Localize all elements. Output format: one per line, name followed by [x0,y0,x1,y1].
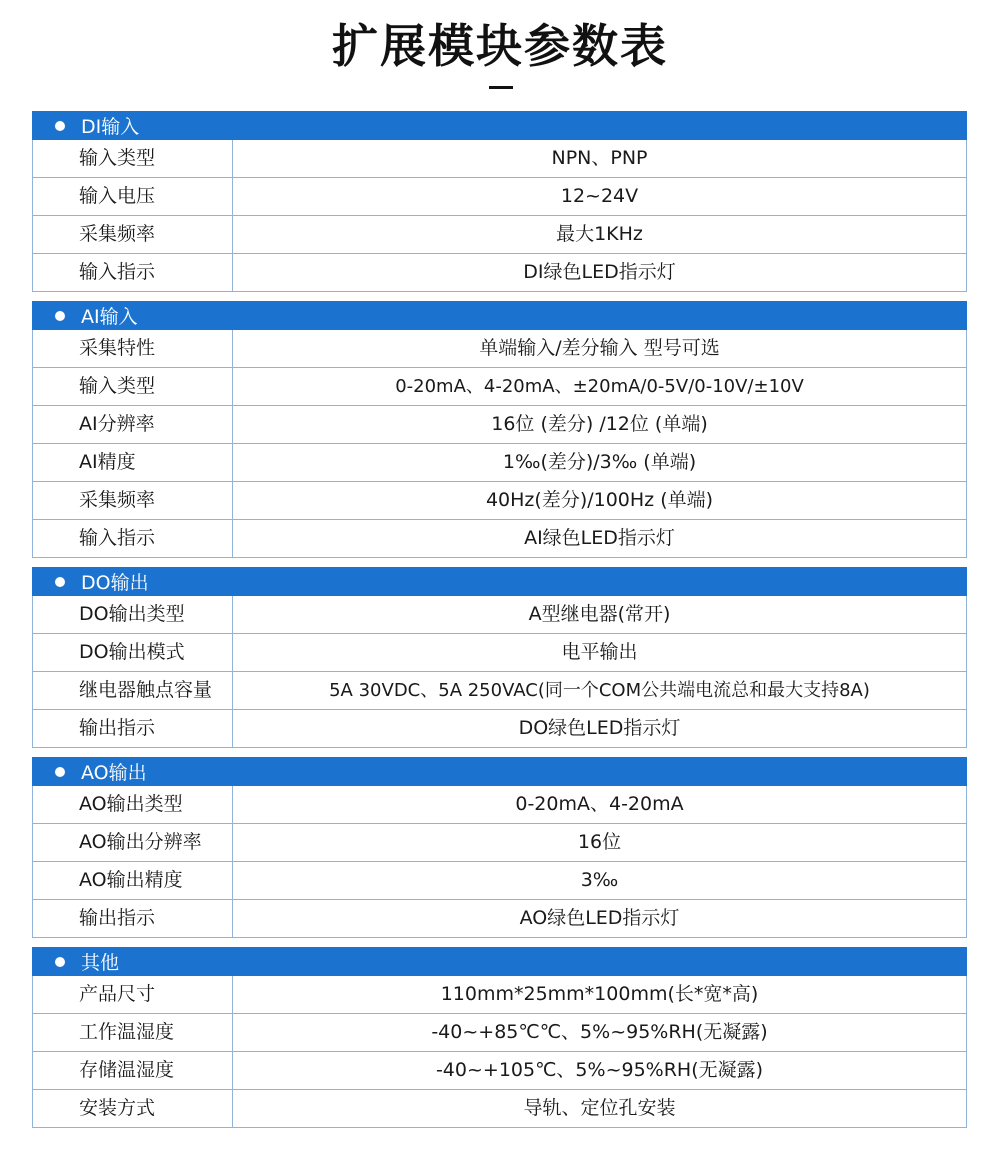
row-label: 输入指示 [33,520,233,557]
section [32,567,967,748]
table-row [33,406,966,444]
table-row [33,254,966,292]
row-label: 输出指示 [33,900,233,937]
row-label: 工作温湿度 [33,1014,233,1051]
title-underline [489,86,513,89]
section-header [32,567,967,596]
row-label: 输出指示 [33,710,233,747]
row-label: AO输出类型 [33,786,233,823]
section-header [32,947,967,976]
section-header [32,111,967,140]
section-header [32,301,967,330]
row-label: 采集特性 [33,330,233,367]
table-row [33,976,966,1014]
row-value: DO绿色LED指示灯 [518,717,681,739]
table-row [33,1014,966,1052]
table-row [33,216,966,254]
section-rows [32,786,967,938]
table-row [33,634,966,672]
row-label: AI分辨率 [33,406,233,443]
row-value: 16位 (差分) /12位 (单端) [491,413,708,435]
table-row [33,444,966,482]
page-title: 扩展模块参数表 [332,19,668,73]
table-row [33,140,966,178]
row-label: 输入类型 [33,140,233,177]
table-row [33,824,966,862]
row-value: 16位 [577,831,622,853]
row-label: AO输出分辨率 [33,824,233,861]
section-title: AI输入 [81,306,138,328]
row-value: 5A 30VDC、5A 250VAC(同一个COM公共端电流总和最大支持8A) [329,680,870,701]
bullet-dot-icon [55,957,65,967]
row-label: AI精度 [33,444,233,481]
section-title: AO输出 [81,762,147,784]
row-value: 单端输入/差分输入 型号可选 [479,337,720,359]
row-label: 输入指示 [33,254,233,291]
section-rows [32,976,967,1128]
row-value: 12~24V [560,185,639,207]
row-value: 电平输出 [561,641,638,663]
table-row [33,1052,966,1090]
row-value: AO绿色LED指示灯 [519,907,680,929]
section-rows [32,140,967,292]
section-title: DI输入 [81,116,140,138]
row-value: NPN、PNP [551,147,648,169]
bullet-dot-icon [55,767,65,777]
row-value: 40Hz(差分)/100Hz (单端) [485,489,714,511]
row-value: AI绿色LED指示灯 [524,527,675,549]
row-value: 最大1KHz [556,223,643,245]
section [32,111,967,292]
section-rows [32,330,967,558]
row-label: 输入类型 [33,368,233,405]
table-row [33,1090,966,1128]
row-value: 0-20mA、4-20mA、±20mA/0-5V/0-10V/±10V [395,376,804,397]
table-row [33,900,966,938]
table-row [33,710,966,748]
table-row [33,786,966,824]
row-label: 采集频率 [33,216,233,253]
section [32,947,967,1128]
row-label: 继电器触点容量 [33,672,233,709]
row-label: DO输出模式 [33,634,233,671]
table-row [33,482,966,520]
row-value: 1‰(差分)/3‰ (单端) [502,451,697,473]
row-label: 输入电压 [33,178,233,215]
row-label: 存储温湿度 [33,1052,233,1089]
section [32,301,967,558]
row-value: -40~+85℃℃、5%~95%RH(无凝露) [431,1021,768,1043]
bullet-dot-icon [55,121,65,131]
row-value: 3‰ [580,869,619,891]
row-value: 110mm*25mm*100mm(长*宽*高) [440,983,759,1005]
row-label: 安装方式 [33,1090,233,1127]
bullet-dot-icon [55,577,65,587]
table-row [33,862,966,900]
table-row [33,330,966,368]
row-label: DO输出类型 [33,596,233,633]
row-label: 产品尺寸 [33,976,233,1013]
section-header [32,757,967,786]
section-title: DO输出 [81,572,149,594]
section-title: 其他 [81,952,120,974]
table-row [33,520,966,558]
row-value: A型继电器(常开) [528,603,671,625]
row-value: 0-20mA、4-20mA [515,793,684,815]
row-value: -40~+105℃、5%~95%RH(无凝露) [435,1059,764,1081]
table-row [33,672,966,710]
row-value: 导轨、定位孔安装 [523,1097,676,1119]
bullet-dot-icon [55,311,65,321]
table-row [33,368,966,406]
section [32,757,967,938]
table-row [33,596,966,634]
table-row [33,178,966,216]
row-value: DI绿色LED指示灯 [523,261,676,283]
row-label: AO输出精度 [33,862,233,899]
section-rows [32,596,967,748]
row-label: 采集频率 [33,482,233,519]
spec-table [32,111,967,1137]
